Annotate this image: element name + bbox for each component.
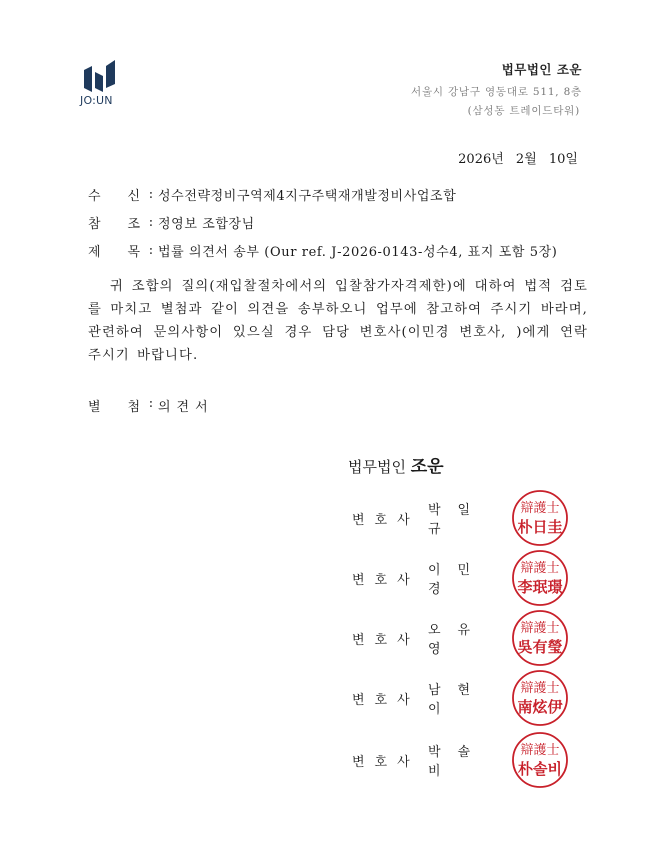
svg-text:辯護士: 辯護士	[520, 743, 560, 758]
attachment-label: 별 첨	[88, 400, 140, 415]
document-meta	[88, 180, 557, 264]
svg-text:辯護士: 辯護士	[520, 501, 560, 516]
subject-label: 제 목	[88, 244, 140, 260]
reference-value: 정영보 조합장님	[158, 216, 255, 232]
attachment-value: 의견서	[158, 400, 214, 415]
svg-text:辯護士: 辯護士	[520, 561, 560, 576]
lawyer-signature-row: 변호사 박일규 辯護士 朴日圭	[352, 488, 582, 548]
seal-stamp-icon	[510, 488, 570, 548]
letter-body	[88, 275, 588, 367]
lawyer-signature-row: 변호사 오유영 辯護士 吳有瑩	[352, 608, 582, 668]
letterhead	[411, 60, 582, 118]
svg-text:南炫伊: 南炫伊	[517, 698, 563, 716]
seal-stamp-icon	[510, 608, 570, 668]
reference-row: 참 조 : 정영보 조합장님	[88, 214, 255, 232]
lawyer-signature-row: 변호사 박솔비 辯護士 朴솔비	[352, 730, 582, 790]
seal-stamp-icon	[510, 730, 570, 790]
seal-stamp-icon	[510, 548, 570, 608]
seal-stamp-icon	[510, 668, 570, 728]
signature-firm-name: 법무법인 조운	[348, 457, 444, 477]
subject-row: 제 목 : 법률 의견서 송부 (Our ref. J-2026-0143-성수4, 표지 포함 5장)	[88, 242, 558, 260]
svg-text:吳有瑩: 吳有瑩	[517, 638, 563, 656]
svg-text:朴솔비: 朴솔비	[518, 760, 562, 778]
firm-logo-mark	[82, 58, 122, 92]
firm-address-line1: 서울시 강남구 영동대로 511, 8층	[411, 86, 582, 98]
reference-label: 참 조	[88, 216, 140, 232]
attachment-row: 별 첨 : 의견서	[88, 396, 214, 415]
subject-value: 법률 의견서 송부 (Our ref. J-2026-0143-성수4, 표지 포함 5장)	[158, 244, 558, 260]
firm-logo-text: JO:UN	[80, 94, 113, 107]
recipient-row: 수 신 : 성수전략정비구역제4지구주택재개발정비사업조합	[88, 186, 457, 204]
lawyer-signature-row: 변호사 남현이 辯護士 南炫伊	[352, 668, 582, 728]
document-date: 2026년 2월 10일	[458, 152, 578, 167]
firm-name: 법무법인 조운	[501, 62, 582, 77]
recipient-value: 성수전략정비구역제4지구주택재개발정비사업조합	[158, 188, 457, 204]
body-paragraph: 귀 조합의 질의(재입찰절차에서의 입찰참가자격제한)에 대하여 법적 검토를 마치고 별첨과 같이 의견을 송부하오니 업무에 참고하여 주시기 바라며, 관련하여 문의사항이 있으실 경우 담당 변호사(이민경 변호사, )에게 연락 주시기 바랍니다.	[88, 279, 588, 363]
lawyer-signature-row: 변호사 이민경 辯護士 李珉璟	[352, 548, 582, 608]
svg-text:朴日圭: 朴日圭	[517, 518, 563, 536]
svg-text:辯護士: 辯護士	[520, 681, 560, 696]
svg-text:辯護士: 辯護士	[520, 621, 560, 636]
svg-text:李珉璟: 李珉璟	[517, 578, 563, 596]
firm-address-line2: (삼성동 트레이드타워)	[467, 105, 580, 117]
recipient-label: 수 신	[88, 188, 140, 204]
